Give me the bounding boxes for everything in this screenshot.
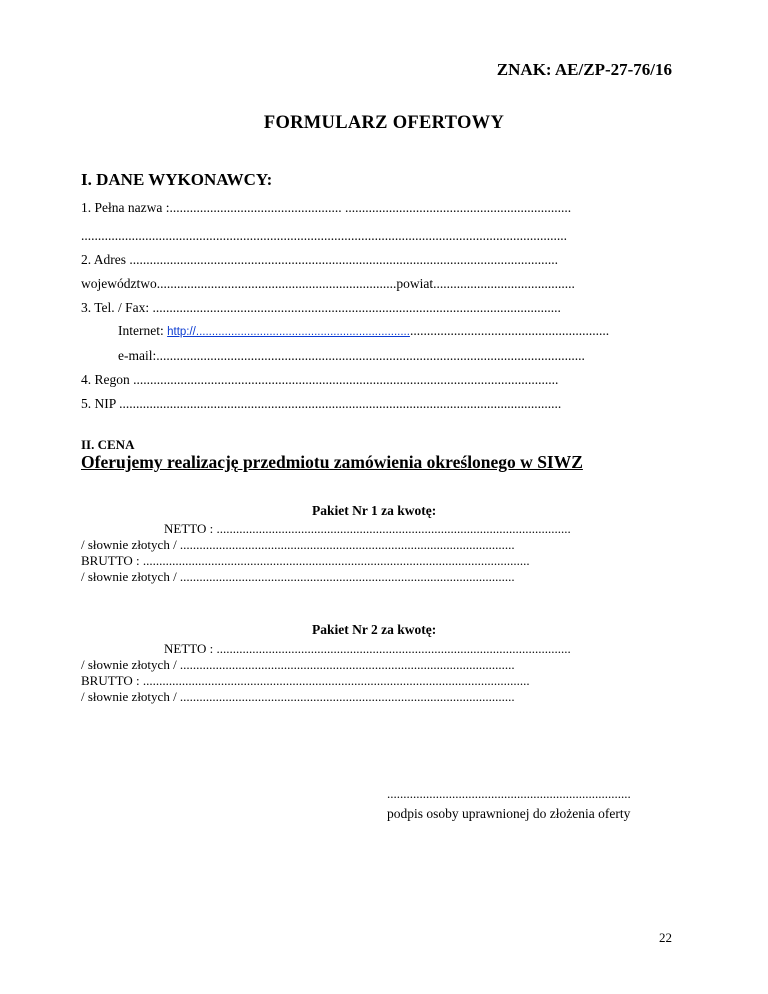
field-voivodeship-district: województwo.......................................................................powiat.......................................... [81, 276, 575, 291]
package-2-words-brutto: / słownie złotych / ....................................................................................................... [81, 689, 515, 704]
section-price-heading: II. CENA [81, 437, 135, 452]
section-contractor-heading: I. DANE WYKONAWCY: [81, 170, 273, 189]
offer-statement: Oferujemy realizację przedmiotu zamówienia określonego w SIWZ [81, 452, 583, 472]
package-2-netto: NETTO : ............................................................................................................. [164, 641, 571, 656]
field-full-name-continued: ................................................................................................................................................ [81, 228, 567, 243]
internet-link[interactable]: http://................................................................... [167, 326, 410, 338]
field-address: 2. Adres ............................................................................................................................... [81, 252, 558, 267]
internet-label: Internet: [118, 323, 168, 338]
page-number: 22 [659, 930, 672, 945]
package-2-words-netto: / słownie złotych / ....................................................................................................... [81, 657, 515, 672]
field-full-name: 1. Pełna nazwa :................................................... ................................................................... [81, 200, 572, 215]
package-1-title: Pakiet Nr 1 za kwotę: [312, 503, 437, 518]
internet-dots: ........................................................... [409, 323, 610, 338]
package-1-brutto: BRUTTO : ....................................................................................................................... [81, 553, 530, 568]
field-regon: 4. Regon .............................................................................................................................. [81, 372, 559, 387]
field-nip: 5. NIP ................................................................................................................................... [81, 396, 562, 411]
field-email: e-mail:............................................................................................................................... [118, 348, 585, 363]
package-1-netto: NETTO : ............................................................................................................. [164, 521, 571, 536]
package-2-title: Pakiet Nr 2 za kwotę: [312, 622, 437, 637]
signature-label: podpis osoby uprawnionej do złożenia oferty [387, 806, 631, 821]
field-internet [118, 323, 609, 339]
package-1-words-brutto: / słownie złotych / ....................................................................................................... [81, 569, 515, 584]
document-code: ZNAK: AE/ZP-27-76/16 [496, 60, 672, 79]
signature-line: ........................................................................... [387, 786, 631, 801]
package-2-brutto: BRUTTO : ....................................................................................................................... [81, 673, 530, 688]
field-tel-fax: 3. Tel. / Fax: ......................................................................................................................... [81, 300, 561, 315]
package-1-words-netto: / słownie złotych / ....................................................................................................... [81, 537, 515, 552]
form-title: FORMULARZ OFERTOWY [263, 113, 505, 133]
